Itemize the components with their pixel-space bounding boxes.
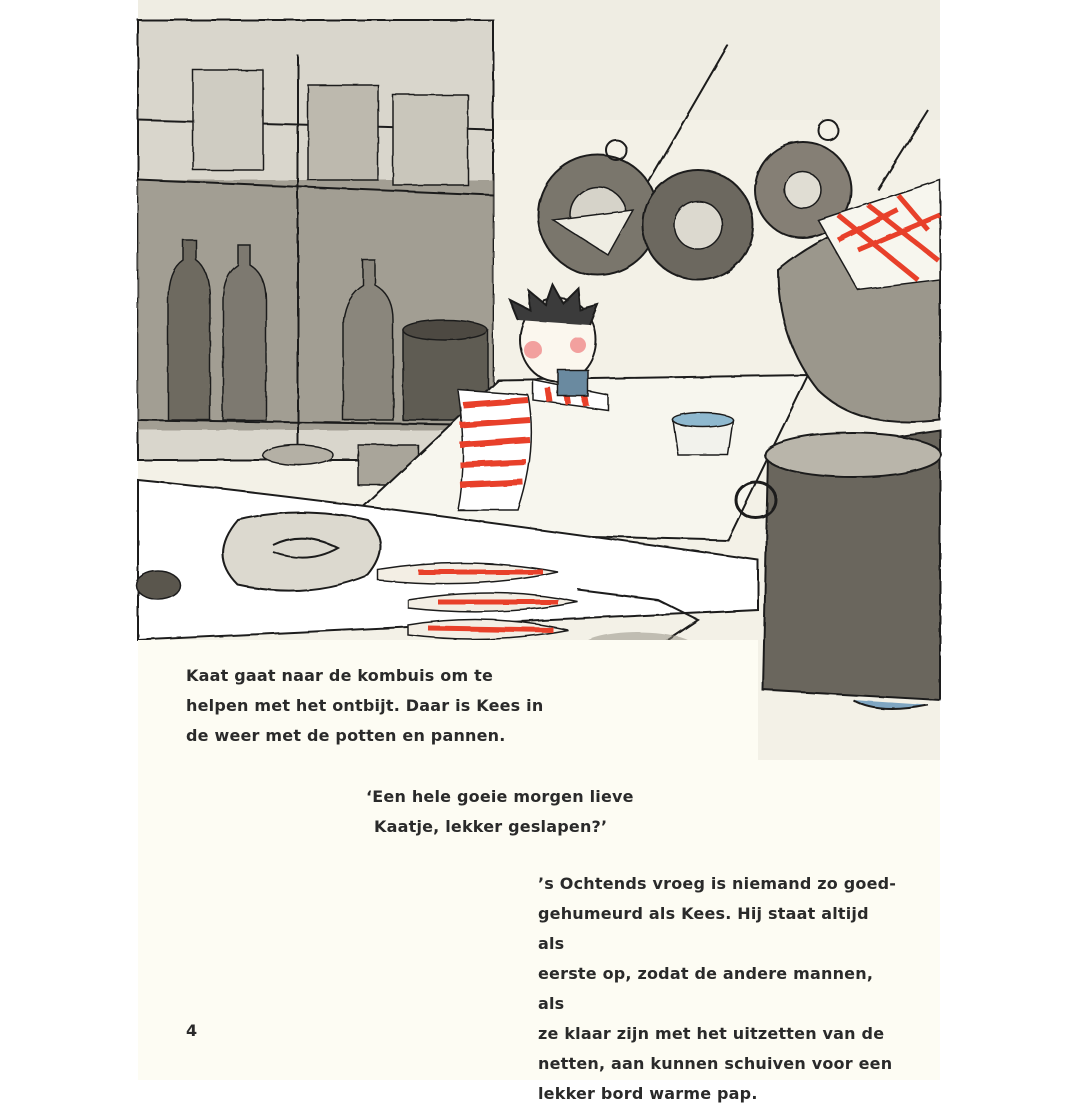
- text-line: ‘Een hele goeie morgen lieve: [366, 787, 634, 806]
- text-line: ze klaar zijn met het uitzetten van de: [538, 1024, 885, 1043]
- story-paragraph-1: [186, 661, 546, 751]
- page-number: 4: [186, 1021, 198, 1040]
- text-line: Kaatje, lekker geslapen?’: [374, 817, 608, 836]
- text-line: helpen met het ontbijt. Daar is Kees in: [186, 696, 544, 715]
- text-line: gehumeurd als Kees. Hij staat altijd als: [538, 904, 869, 953]
- text-line: eerste op, zodat de andere mannen, als: [538, 964, 874, 1013]
- text-line: lekker bord warme pap.: [538, 1084, 758, 1103]
- text-line: netten, aan kunnen schuiven voor een: [538, 1054, 893, 1073]
- galley-illustration: [138, 0, 940, 760]
- text-line: de weer met de potten en pannen.: [186, 726, 506, 745]
- galley-cupboard-icon: [138, 20, 493, 485]
- cooking-pot-icon: [736, 430, 941, 709]
- book-page: [138, 0, 940, 1103]
- dialogue-paragraph: [366, 782, 666, 842]
- text-line: ’s Ochtends vroeg is niemand zo goed-: [538, 874, 897, 893]
- story-paragraph-3: [538, 869, 898, 1109]
- text-line: Kaat gaat naar de kombuis om te: [186, 666, 494, 685]
